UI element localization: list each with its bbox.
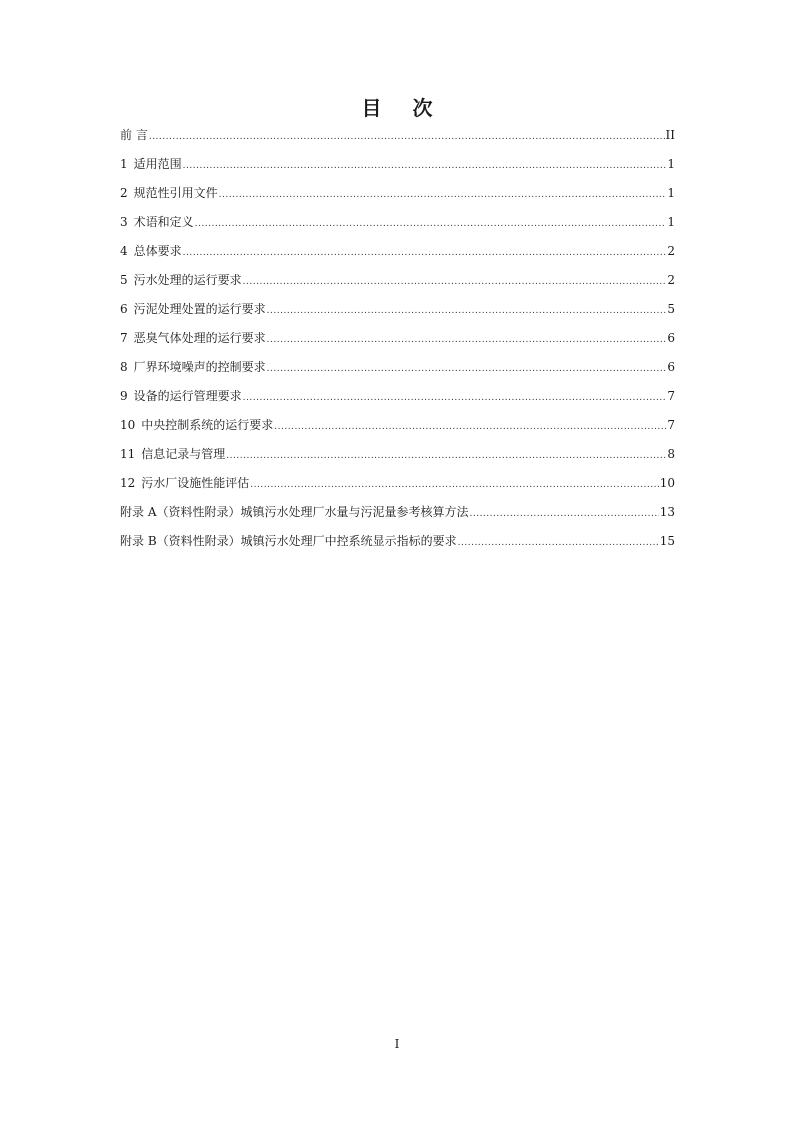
toc-entry-page: 2 — [667, 244, 675, 258]
toc-entry-page: 15 — [659, 534, 675, 548]
toc-entry-appendix-b[interactable] — [120, 532, 675, 561]
toc-entry-number: 8 — [120, 360, 128, 374]
toc-entry-label — [120, 300, 266, 317]
toc-entry-6[interactable] — [120, 300, 675, 329]
toc-entry-number: 7 — [120, 331, 128, 345]
table-of-contents — [120, 126, 675, 561]
toc-entry-title: 中央控制系统的运行要求 — [141, 418, 274, 432]
toc-dot-leader — [195, 219, 667, 229]
toc-entry-label — [120, 416, 273, 433]
toc-entry-page: 5 — [667, 302, 675, 316]
toc-entry-title: 规范性引用文件 — [133, 186, 218, 200]
toc-dot-leader — [267, 364, 667, 374]
toc-entry-number: 10 — [120, 418, 136, 432]
page-number: I — [394, 1037, 400, 1051]
toc-entry-title: 术语和定义 — [133, 215, 194, 229]
toc-entry-number: 12 — [120, 476, 136, 490]
toc-entry-label — [120, 445, 225, 462]
toc-entry-page: 13 — [659, 505, 675, 519]
toc-entry-4[interactable] — [120, 242, 675, 271]
page-title: 目 次 — [361, 96, 445, 120]
toc-entry-number: 11 — [120, 447, 136, 461]
toc-dot-leader — [183, 161, 667, 171]
toc-dot-leader — [469, 509, 658, 519]
toc-entry-page: II — [665, 128, 675, 142]
toc-entry-title: 总体要求 — [133, 244, 182, 258]
toc-entry-2[interactable] — [120, 184, 675, 213]
toc-entry-label — [120, 387, 242, 404]
toc-entry-title: 信息记录与管理 — [141, 447, 226, 461]
toc-entry-page: 1 — [667, 186, 675, 200]
toc-entry-number: 9 — [120, 389, 128, 403]
toc-dot-leader — [149, 132, 665, 142]
toc-dot-leader — [226, 451, 666, 461]
toc-entry-label — [120, 474, 249, 491]
toc-entry-page: 1 — [667, 157, 675, 171]
toc-entry-9[interactable] — [120, 387, 675, 416]
toc-dot-leader — [267, 306, 667, 316]
toc-entry-appendix-a[interactable] — [120, 503, 675, 532]
toc-entry-page: 7 — [667, 389, 675, 403]
toc-entry-number: 1 — [120, 157, 128, 171]
toc-entry-title: 恶臭气体处理的运行要求 — [133, 331, 266, 345]
toc-entry-10[interactable] — [120, 416, 675, 445]
toc-entry-title: 污水厂设施性能评估 — [141, 476, 250, 490]
toc-entry-title: 适用范围 — [133, 157, 182, 171]
toc-entry-8[interactable] — [120, 358, 675, 387]
toc-entry-label — [120, 213, 194, 230]
toc-entry-title: 污泥处理处置的运行要求 — [133, 302, 266, 316]
toc-entry-title: 设备的运行管理要求 — [133, 389, 242, 403]
toc-entry-page: 6 — [667, 360, 675, 374]
toc-entry-number: 6 — [120, 302, 128, 316]
toc-entry-number: 2 — [120, 186, 128, 200]
toc-entry-label — [120, 271, 242, 288]
toc-entry-label: 附录 A（资料性附录）城镇污水处理厂水量与污泥量参考核算方法 — [120, 505, 469, 519]
toc-entry-label — [120, 329, 266, 346]
toc-entry-title: 厂界环境噪声的控制要求 — [133, 360, 266, 374]
toc-dot-leader — [243, 393, 667, 403]
toc-entry-page: 2 — [667, 273, 675, 287]
toc-entry-page: 6 — [667, 331, 675, 345]
toc-entry-number: 5 — [120, 273, 128, 287]
toc-entry-foreword[interactable] — [120, 126, 675, 155]
toc-entry-label — [120, 358, 266, 375]
toc-entry-5[interactable] — [120, 271, 675, 300]
toc-entry-3[interactable] — [120, 213, 675, 242]
toc-entry-page: 7 — [667, 418, 675, 432]
toc-entry-label — [120, 242, 182, 259]
toc-entry-number: 3 — [120, 215, 128, 229]
toc-entry-1[interactable] — [120, 155, 675, 184]
toc-dot-leader — [183, 248, 667, 258]
toc-entry-label: 前 言 — [120, 128, 148, 142]
toc-dot-leader — [219, 190, 667, 200]
toc-entry-11[interactable] — [120, 445, 675, 474]
toc-entry-title: 污水处理的运行要求 — [133, 273, 242, 287]
toc-entry-7[interactable] — [120, 329, 675, 358]
toc-dot-leader — [243, 277, 667, 287]
toc-dot-leader — [250, 480, 658, 490]
toc-dot-leader — [274, 422, 666, 432]
toc-entry-label — [120, 155, 182, 172]
toc-entry-page: 10 — [659, 476, 675, 490]
toc-entry-label — [120, 184, 218, 201]
toc-entry-page: 1 — [667, 215, 675, 229]
toc-dot-leader — [458, 538, 659, 548]
toc-entry-label: 附录 B（资料性附录）城镇污水处理厂中控系统显示指标的要求 — [120, 534, 457, 548]
toc-dot-leader — [267, 335, 667, 345]
toc-entry-page: 8 — [667, 447, 675, 461]
toc-entry-number: 4 — [120, 244, 128, 258]
toc-entry-12[interactable] — [120, 474, 675, 503]
